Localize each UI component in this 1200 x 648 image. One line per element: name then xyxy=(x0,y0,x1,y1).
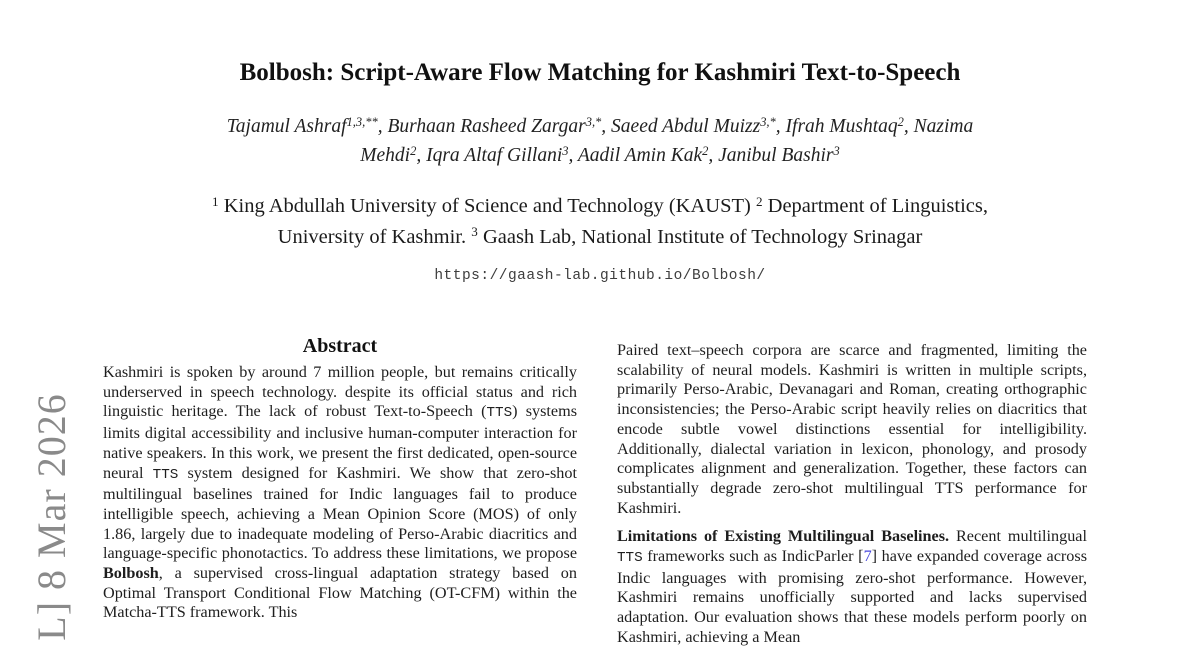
author-line-1: Tajamul Ashraf$^{1,3,**}$, Burhaan Rasheed Zargar$^{3,*}$, Saeed Abdul Muizz$^{3,*}$, Ifrah Mushtaq$^2$, Nazima xyxy=(226,115,974,137)
project-url-link[interactable]: https://gaash-lab.github.io/Bolbosh/ xyxy=(434,268,766,284)
abstract-paragraph: Kashmiri is spoken by around 7 million people, but remains critically underserved in speech technology. despite its official status and rich linguistic heritage. The lack of robust Text-to-Speech (TTS) systems limits digital accessibility and inclusive human-computer interaction for native speakers. In this work, we present the first dedicated, open-source neural TTS system designed for Kashmiri. We show that zero-shot multilingual baselines trained for Indic languages fail to produce intelligible speech, achieving a Mean Opinion Score (MOS) of only 1.86, largely due to inadequate modeling of Perso-Arabic diacritics and language-specific phonotactics. To address these limitations, we propose Bolbosh, a supervised cross-lingual adaptation strategy based on Optimal Transport Conditional Flow Matching (OT-CFM) within the Matcha-TTS framework. This xyxy=(103,363,577,622)
project-url-row xyxy=(0,266,1200,284)
abstract-heading: Abstract xyxy=(302,335,378,357)
author-block xyxy=(0,113,1200,171)
right-paragraph-2: Limitations of Existing Multilingual Baselines. Recent multilingual TTS frameworks such as IndicParler [7] have expanded coverage across Indic languages with promising zero-shot performance. However, Kashmiri remains unofficially supported and lacks supervised adaptation. Our evaluation shows that these models perform poorly on Kashmiri, achieving a Mean xyxy=(617,527,1087,646)
right-column xyxy=(617,334,1087,648)
right-paragraph-1: Paired text–speech corpora are scarce and fragmented, limiting the scalability of neural models. Kashmiri is written in multiple scripts, primarily Perso-Arabic, Devanagari and Roman, creating orthographic inconsistencies; the Perso-Arabic script heavily relies on diacritics that encode subtle vowel distinctions essential for intelligibility. Additionally, dialectal variation in lexicon, phonology, and prosody complicates alignment and generalization. Together, these factors can substantially degrade zero-shot multilingual TTS performance for Kashmiri. xyxy=(617,341,1087,517)
affiliation-block xyxy=(0,192,1200,253)
arxiv-watermark: L] 8 Mar 2026 xyxy=(29,393,74,641)
author-line-2: Mehdi$^2$, Iqra Altaf Gillani$^3$, Aadil Amin Kak$^2$, Janibul Bashir$^3$ xyxy=(360,144,840,166)
paper-title: Bolbosh: Script-Aware Flow Matching for Kashmiri Text-to-Speech xyxy=(239,59,961,86)
affiliation-line-2: University of Kashmir. $^3$ Gaash Lab, National Institute of Technology Srinagar xyxy=(277,224,923,248)
left-column xyxy=(103,334,577,623)
affiliation-line-1: $^1$ King Abdullah University of Science and Technology (KAUST) $^2$ Department of Linguistics, xyxy=(212,193,988,217)
two-column-body xyxy=(103,334,1087,648)
